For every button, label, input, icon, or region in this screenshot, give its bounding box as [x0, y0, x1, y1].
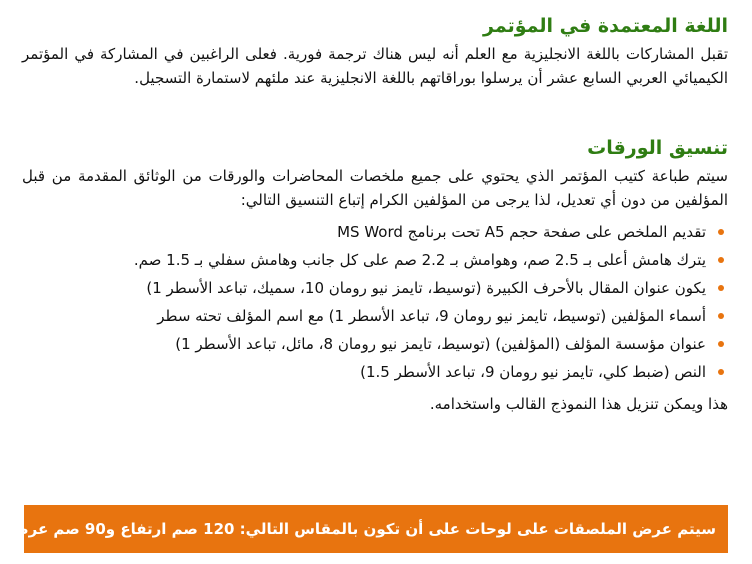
bullet-dot-icon: [718, 369, 724, 375]
bullet-text: النص (ضبط كلي، تايمز نيو رومان 9، تباعد الأسطر 1.5): [360, 363, 706, 381]
bullet-item: [22, 218, 728, 246]
bullet-text: يكون عنوان المقال بالأحرف الكبيرة (توسيط، تايمز نيو رومان 10، سميك، تباعد الأسطر 1): [146, 279, 706, 297]
format-paragraph: سيتم طباعة كتيب المؤتمر الذي يحتوي على جميع ملخصات المحاضرات والورقات من الوثائق المقدمة من قبل المؤلفين من دون أي تعديل، لذا يرجى من المؤلفين الكرام إتباع التنسيق التالي:: [22, 167, 728, 209]
bullet-dot-icon: [718, 257, 724, 263]
bullet-dot-icon: [718, 229, 724, 235]
bullet-dot-icon: [718, 341, 724, 347]
bullet-text: تقديم الملخص على صفحة حجم A5 تحت برنامج MS Word: [337, 223, 706, 241]
language-paragraph: تقبل المشاركات باللغة الانجليزية مع العلم أنه ليس هناك ترجمة فورية. فعلى الراغبين في المشاركة في المؤتمر الكيميائي العربي السابع عشر أن يرسلوا بوراقاتهم باللغة الانجليزية عند ملئهم لاستمارة التسجيل.: [22, 45, 728, 87]
bullet-dot-icon: [718, 313, 724, 319]
bullet-text: عنوان مؤسسة المؤلف (المؤلفين) (توسيط، تايمز نيو رومان 8، مائل، تباعد الأسطر 1): [175, 335, 706, 353]
bullet-item: [22, 358, 728, 386]
poster-size-banner: سيتم عرض الملصقات على لوحات على أن تكون بالمقاس التالي: 120 صم ارتفاع و90 صم عرض: [24, 505, 728, 553]
bullet-item: [22, 330, 728, 358]
bullet-item: [22, 246, 728, 274]
language-heading: اللغة المعتمدة في المؤتمر: [483, 15, 728, 37]
language-section: [22, 12, 728, 90]
bullet-text: يترك هامش أعلى بـ 2.5 صم، وهوامش بـ 2.2 صم على كل جانب وهامش سفلي بـ 1.5 صم.: [133, 251, 706, 269]
format-heading: تنسيق الورقات: [587, 137, 728, 159]
closing-note: هذا ويمكن تنزيل هذا النموذج القالب واستخدامه.: [429, 395, 728, 413]
bullet-item: [22, 274, 728, 302]
bullet-dot-icon: [718, 285, 724, 291]
format-section: [22, 134, 728, 416]
format-bullet-list: [22, 218, 728, 386]
bullet-item: [22, 302, 728, 330]
bullet-text: أسماء المؤلفين (توسيط، تايمز نيو رومان 9، تباعد الأسطر 1) مع اسم المؤلف تحته سطر: [157, 307, 706, 325]
